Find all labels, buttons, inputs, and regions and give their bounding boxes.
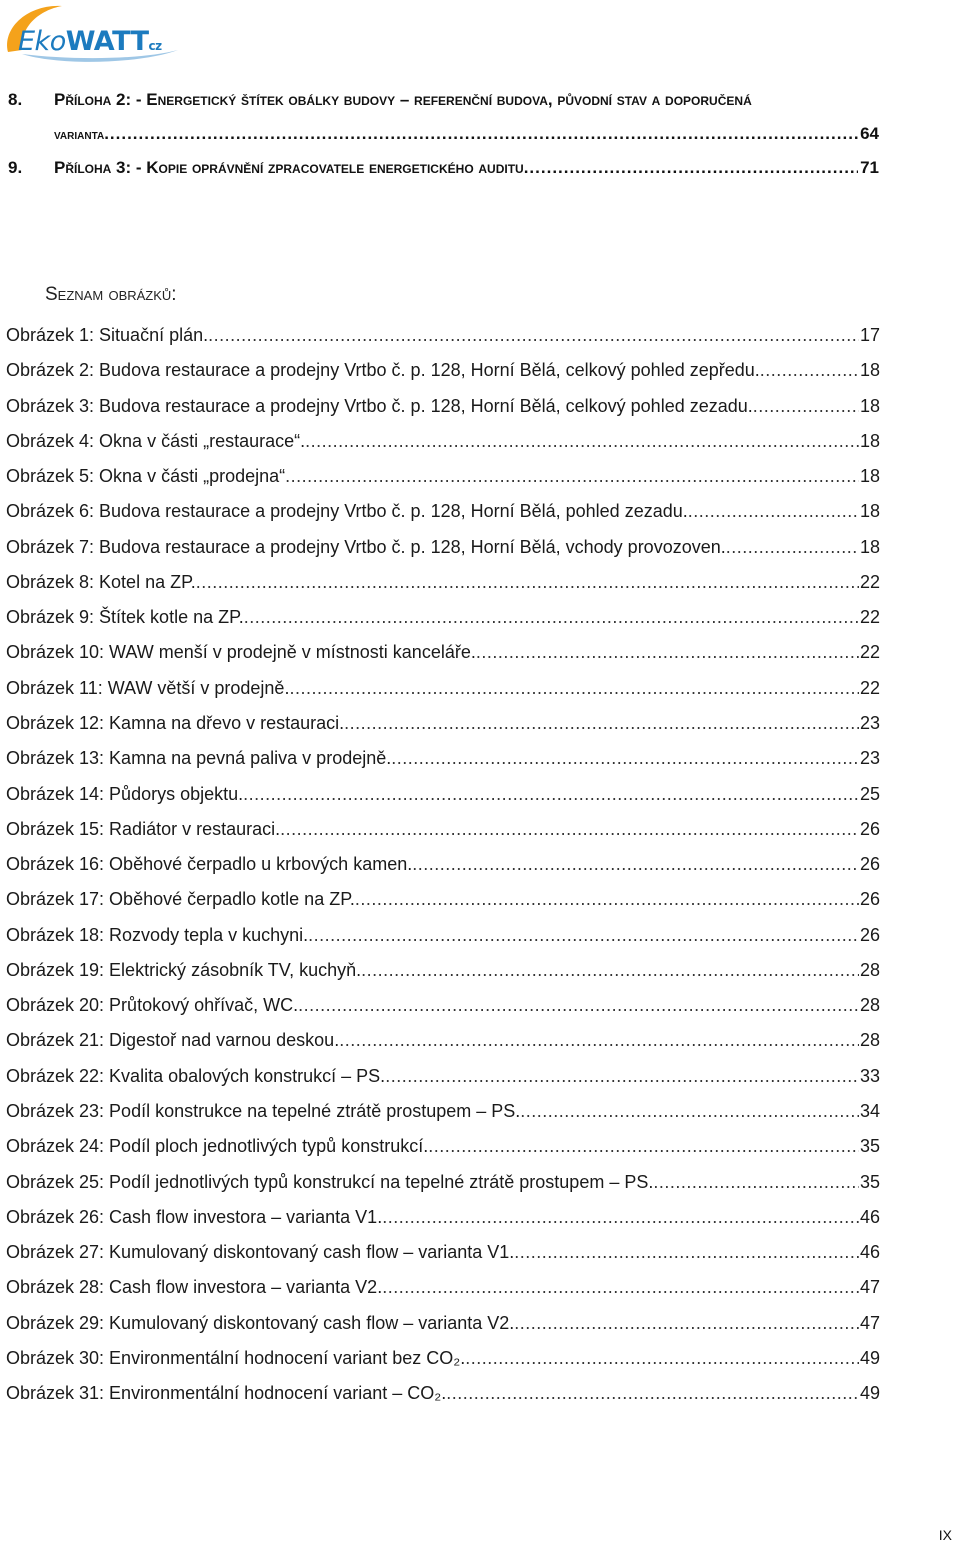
figure-list-item[interactable] [6, 1313, 880, 1339]
toc-entry-title: Příloha 3: - Kopie oprávnění zpracovatele energetického auditu [54, 158, 524, 177]
figure-page-number: 26 [859, 854, 880, 875]
figure-caption: Obrázek 17: Oběhové čerpadlo kotle na ZP. [6, 889, 355, 910]
dot-leader [298, 995, 859, 1016]
logo-eko: Eko [18, 26, 66, 57]
dot-leader [361, 960, 859, 981]
figure-caption: Obrázek 6: Budova restaurace a prodejny Vrtbo č. p. 128, Horní Bělá, pohled zezadu. [6, 501, 688, 522]
figure-list-item[interactable] [6, 925, 880, 951]
figure-list-item[interactable] [6, 1101, 880, 1127]
dot-leader [382, 1207, 859, 1228]
figure-page-number: 28 [859, 959, 880, 980]
dot-leader [520, 1101, 859, 1122]
figure-page-number: 26 [859, 889, 880, 910]
figure-list-item[interactable] [6, 960, 880, 986]
dot-leader [524, 158, 858, 178]
dot-leader [285, 466, 859, 487]
dot-leader [308, 925, 859, 946]
toc-entry-page: 71 [860, 158, 879, 177]
figure-page-number: 47 [859, 1312, 880, 1333]
figure-page-number: 35 [859, 1171, 880, 1192]
toc-entry-title: Příloha 2: - Energetický štítek obálky budovy – referenční budova, původní stav a doporučená [54, 90, 752, 109]
figure-list-item[interactable] [6, 396, 880, 422]
dot-leader [280, 819, 859, 840]
logo-watt: WATT [65, 26, 149, 57]
figure-list-item[interactable] [6, 537, 880, 563]
dot-leader [243, 784, 859, 805]
figure-caption: Obrázek 29: Kumulovaný diskontovaný cash flow – varianta V2. [6, 1312, 515, 1333]
dot-leader [244, 607, 859, 628]
figure-list-item[interactable] [6, 889, 880, 915]
figure-page-number: 22 [859, 571, 880, 592]
figure-page-number: 25 [859, 783, 880, 804]
figure-page-number: 18 [859, 430, 880, 451]
dot-leader [688, 501, 859, 522]
dot-leader [760, 360, 859, 381]
dot-leader [514, 1313, 859, 1334]
figure-page-number: 23 [859, 713, 880, 733]
toc-entry-page: 64 [860, 124, 879, 143]
figure-list-item[interactable] [6, 466, 880, 492]
dot-leader [428, 1136, 859, 1157]
dot-leader [208, 325, 859, 346]
figure-list-item[interactable] [6, 1207, 880, 1233]
toc-entry-number: 9. [8, 158, 23, 177]
logo-cz: cz [148, 39, 162, 53]
figure-page-number: 46 [859, 1242, 880, 1262]
figure-list-item[interactable] [6, 1030, 880, 1056]
figure-caption: Obrázek 14: Půdorys objektu. [6, 783, 244, 804]
figure-page-number: 26 [859, 818, 880, 839]
figure-page-number: 26 [859, 924, 880, 945]
figure-caption: Obrázek 24: Podíl ploch jednotlivých typů konstrukcí. [6, 1136, 429, 1157]
figures-section-title: Seznam obrázků: [45, 284, 177, 305]
figure-caption: Obrázek 1: Situační plán. [6, 325, 209, 345]
dot-leader [355, 889, 859, 910]
figure-page-number: 22 [859, 677, 880, 698]
dot-leader [305, 431, 859, 452]
figure-page-number: 18 [859, 501, 880, 522]
dot-leader [753, 396, 859, 417]
figure-caption: Obrázek 2: Budova restaurace a prodejny Vrtbo č. p. 128, Horní Bělá, celkový pohled zepředu. [6, 360, 760, 381]
dot-leader [446, 1383, 859, 1404]
dot-leader [104, 124, 858, 144]
figure-caption: Obrázek 11: WAW větší v prodejně. [6, 677, 290, 698]
figure-caption: Obrázek 3: Budova restaurace a prodejny Vrtbo č. p. 128, Horní Bělá, celkový pohled zezadu. [6, 395, 753, 416]
figure-list-item[interactable] [6, 642, 880, 668]
figure-caption: Obrázek 21: Digestoř nad varnou deskou. [6, 1030, 340, 1051]
figure-caption: Obrázek 12: Kamna na dřevo v restauraci. [6, 713, 345, 733]
figure-caption: Obrázek 20: Průtokový ohřívač, WC. [6, 995, 299, 1016]
figure-page-number: 34 [859, 1100, 880, 1121]
dot-leader [289, 678, 859, 699]
figure-list-item[interactable] [6, 431, 880, 457]
figure-page-number: 18 [859, 466, 880, 487]
figure-caption: Obrázek 15: Radiátor v restauraci. [6, 818, 281, 839]
figure-list-item[interactable] [6, 360, 880, 386]
figure-page-number: 17 [859, 325, 880, 345]
figure-list-item[interactable] [6, 325, 880, 351]
figure-caption: Obrázek 25: Podíl jednotlivých typů konstrukcí na tepelné ztrátě prostupem – PS. [6, 1171, 654, 1192]
dot-leader [385, 1066, 859, 1087]
figure-list-item[interactable] [6, 678, 880, 704]
dot-leader [382, 1277, 859, 1298]
figure-list-item[interactable] [6, 1136, 880, 1162]
toc-entry-title-continuation: varianta [54, 126, 105, 142]
toc-entry-8-continuation[interactable] [8, 124, 879, 150]
figure-caption: Obrázek 18: Rozvody tepla v kuchyni. [6, 924, 309, 945]
figure-caption: Obrázek 9: Štítek kotle na ZP. [6, 607, 244, 628]
figure-page-number: 33 [859, 1065, 880, 1086]
figure-page-number: 35 [859, 1136, 880, 1157]
figure-page-number: 49 [859, 1383, 880, 1404]
figure-caption: Obrázek 28: Cash flow investora – varianta V2. [6, 1277, 383, 1298]
figure-list-item[interactable] [6, 607, 880, 633]
figure-list-item[interactable] [6, 1383, 880, 1409]
figure-list-item[interactable] [6, 713, 880, 739]
figure-caption: Obrázek 19: Elektrický zásobník TV, kuchyň. [6, 959, 362, 980]
figure-list-item[interactable] [6, 748, 880, 774]
figure-caption: Obrázek 23: Podíl konstrukce na tepelné ztrátě prostupem – PS. [6, 1100, 521, 1121]
figure-caption: Obrázek 22: Kvalita obalových konstrukcí – PS. [6, 1065, 386, 1086]
figure-page-number: 22 [859, 607, 880, 628]
dot-leader [653, 1172, 859, 1193]
toc-entry-8[interactable] [8, 90, 879, 116]
dot-leader [391, 748, 859, 769]
figure-list-item[interactable] [6, 819, 880, 845]
figure-caption: Obrázek 5: Okna v části „prodejna“ [6, 466, 286, 487]
figure-caption: Obrázek 26: Cash flow investora – varianta V1. [6, 1206, 383, 1227]
figure-list-item[interactable] [6, 1348, 880, 1374]
dot-leader [514, 1242, 859, 1263]
figure-page-number: 47 [859, 1277, 880, 1298]
page-number: IX [938, 1527, 952, 1543]
figure-page-number: 22 [859, 642, 880, 663]
figure-caption: Obrázek 30: Environmentální hodnocení variant bez CO₂. [6, 1347, 466, 1368]
dot-leader [196, 572, 859, 593]
dot-leader [476, 642, 859, 663]
logo-wordmark [18, 26, 162, 57]
figure-caption: Obrázek 16: Oběhové čerpadlo u krbových kamen. [6, 854, 413, 875]
figure-caption: Obrázek 4: Okna v části „restaurace“. [6, 430, 306, 451]
figure-page-number: 18 [859, 360, 880, 381]
figure-list-item[interactable] [6, 995, 880, 1021]
toc-entry-9[interactable] [8, 158, 879, 184]
figure-caption: Obrázek 13: Kamna na pevná paliva v prodejně. [6, 748, 392, 769]
figure-page-number: 28 [859, 1030, 880, 1051]
dot-leader [344, 713, 859, 734]
figure-list-item[interactable] [6, 501, 880, 527]
figure-caption: Obrázek 27: Kumulovaný diskontovaný cash flow – varianta V1. [6, 1242, 515, 1262]
figure-page-number: 46 [859, 1206, 880, 1227]
dot-leader [339, 1030, 859, 1051]
figure-list-item[interactable] [6, 572, 880, 598]
figure-caption: Obrázek 7: Budova restaurace a prodejny Vrtbo č. p. 128, Horní Bělá, vchody provozoven. [6, 536, 726, 557]
figure-list-item[interactable] [6, 1242, 880, 1268]
figure-page-number: 28 [859, 995, 880, 1016]
dot-leader [465, 1348, 859, 1369]
ekowatt-logo [0, 0, 185, 70]
toc-entry-number: 8. [8, 90, 23, 109]
figure-page-number: 49 [859, 1347, 880, 1368]
dot-leader [726, 537, 859, 558]
figure-page-number: 18 [859, 536, 880, 557]
figure-list-item[interactable] [6, 1277, 880, 1303]
figure-caption: Obrázek 31: Environmentální hodnocení variant – CO₂. [6, 1383, 447, 1404]
dot-leader [412, 854, 859, 875]
figure-page-number: 18 [859, 395, 880, 416]
figure-page-number: 23 [859, 748, 880, 769]
figure-caption: Obrázek 8: Kotel na ZP. [6, 571, 196, 592]
figure-list-item[interactable] [6, 784, 880, 810]
figure-caption: Obrázek 10: WAW menší v prodejně v místnosti kanceláře. [6, 642, 476, 663]
figure-list-item[interactable] [6, 1172, 880, 1198]
figure-list-item[interactable] [6, 854, 880, 880]
figure-list-item[interactable] [6, 1066, 880, 1092]
